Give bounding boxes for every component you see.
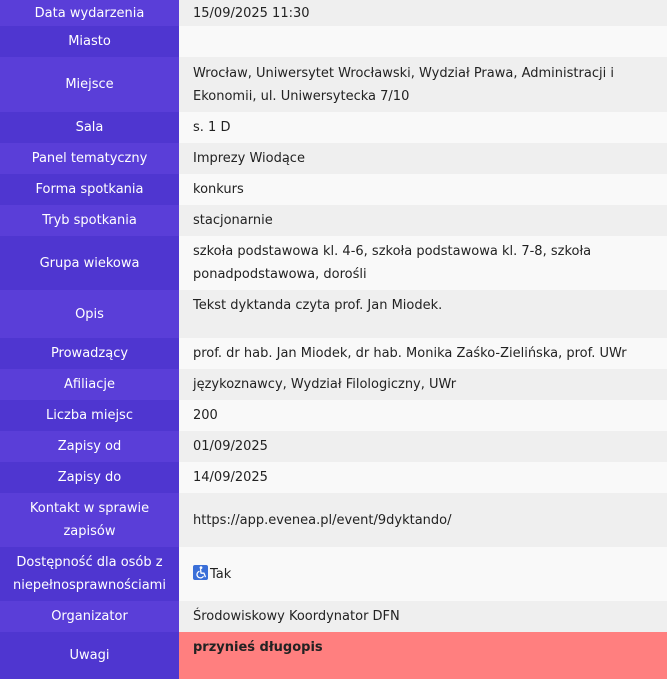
row-zapisy-do [0, 462, 667, 493]
value-liczba-miejsc: 200 [179, 400, 667, 431]
row-prowadzacy [0, 338, 667, 369]
row-miejsce [0, 57, 667, 112]
row-uwagi [0, 632, 667, 679]
value-sala: s. 1 D [179, 112, 667, 143]
label-dostepnosc: Dostępność dla osób z niepełnosprawnościami [0, 547, 179, 601]
label-miasto: Miasto [0, 26, 179, 57]
wheelchair-icon [193, 565, 208, 580]
row-zapisy-od [0, 431, 667, 462]
label-data-wydarzenia: Data wydarzenia [0, 0, 179, 26]
row-sala [0, 112, 667, 143]
label-organizator: Organizator [0, 601, 179, 632]
label-opis: Opis [0, 290, 179, 338]
row-grupa-wiekowa [0, 236, 667, 290]
value-kontakt: https://app.evenea.pl/event/9dyktando/ [179, 493, 667, 547]
label-prowadzacy: Prowadzący [0, 338, 179, 369]
label-panel-tematyczny: Panel tematyczny [0, 143, 179, 174]
row-kontakt [0, 493, 667, 547]
value-miejsce: Wrocław, Uniwersytet Wrocławski, Wydział Prawa, Administracji i Ekonomii, ul. Uniwersytecka 7/10 [179, 57, 667, 112]
row-miasto [0, 26, 667, 57]
row-opis [0, 290, 667, 338]
value-grupa-wiekowa: szkoła podstawowa kl. 4-6, szkoła podstawowa kl. 7-8, szkoła ponadpodstawowa, dorośli [179, 236, 667, 290]
value-uwagi: przynieś długopis [179, 632, 667, 679]
value-afiliacje: językoznawcy, Wydział Filologiczny, UWr [179, 369, 667, 400]
label-forma-spotkania: Forma spotkania [0, 174, 179, 205]
value-organizator: Środowiskowy Koordynator DFN [179, 601, 667, 632]
row-liczba-miejsc [0, 400, 667, 431]
row-forma-spotkania [0, 174, 667, 205]
label-miejsce: Miejsce [0, 57, 179, 112]
label-tryb-spotkania: Tryb spotkania [0, 205, 179, 236]
row-organizator [0, 601, 667, 632]
label-grupa-wiekowa: Grupa wiekowa [0, 236, 179, 290]
label-sala: Sala [0, 112, 179, 143]
label-kontakt: Kontakt w sprawie zapisów [0, 493, 179, 547]
value-tryb-spotkania: stacjonarnie [179, 205, 667, 236]
value-zapisy-od: 01/09/2025 [179, 431, 667, 462]
value-miasto [179, 26, 667, 57]
label-afiliacje: Afiliacje [0, 369, 179, 400]
value-prowadzacy: prof. dr hab. Jan Miodek, dr hab. Monika Zaśko-Zielińska, prof. UWr [179, 338, 667, 369]
value-data-wydarzenia: 15/09/2025 11:30 [179, 0, 667, 26]
label-liczba-miejsc: Liczba miejsc [0, 400, 179, 431]
row-afiliacje [0, 369, 667, 400]
row-panel-tematyczny [0, 143, 667, 174]
row-tryb-spotkania [0, 205, 667, 236]
value-opis: Tekst dyktanda czyta prof. Jan Miodek. [179, 290, 667, 338]
value-panel-tematyczny: Imprezy Wiodące [179, 143, 667, 174]
value-zapisy-do: 14/09/2025 [179, 462, 667, 493]
label-zapisy-do: Zapisy do [0, 462, 179, 493]
label-uwagi: Uwagi [0, 632, 179, 679]
label-zapisy-od: Zapisy od [0, 431, 179, 462]
row-dostepnosc [0, 547, 667, 601]
value-forma-spotkania: konkurs [179, 174, 667, 205]
accessibility-value: Tak [210, 566, 232, 582]
value-dostepnosc [179, 547, 667, 601]
row-data-wydarzenia [0, 0, 667, 26]
